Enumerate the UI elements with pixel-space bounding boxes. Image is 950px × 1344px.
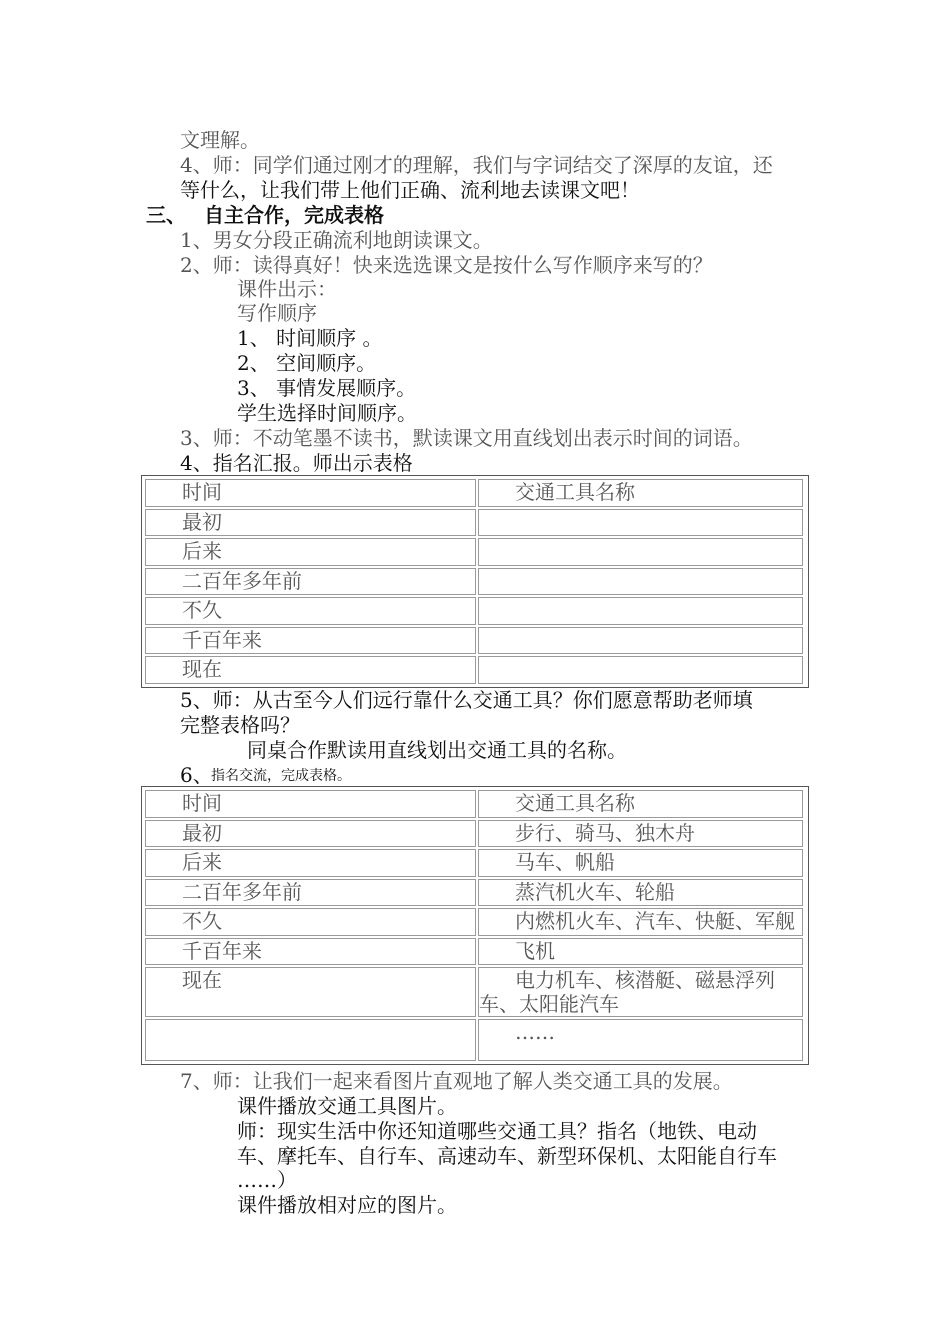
text-line: 1、男女分段正确流利地朗读课文。 [180, 228, 493, 252]
time-cell: 现在 [145, 967, 476, 1017]
table-header-row [144, 789, 806, 819]
table-row [144, 848, 806, 878]
time-cell [145, 1019, 476, 1061]
table-header-cell: 交通工具名称 [478, 790, 803, 818]
time-cell: 千百年来 [145, 938, 476, 966]
text-line: 课件出示： [237, 277, 337, 301]
time-cell: 二百年多年前 [145, 568, 476, 596]
table-row [144, 567, 806, 597]
text-line: 5、师：从古至今人们远行靠什么交通工具？你们愿意帮助老师填 [180, 688, 753, 712]
text-line: 指名交流，完成表格。 [211, 768, 351, 784]
table-row [144, 537, 806, 567]
time-cell: 最初 [145, 820, 476, 848]
text-line: 完整表格吗？ [180, 713, 300, 737]
table-row [144, 966, 806, 1018]
time-cell: 后来 [145, 538, 476, 566]
section-title: 自主合作，完成表格 [204, 203, 384, 227]
time-cell: 千百年来 [145, 627, 476, 655]
filled-table [141, 786, 809, 1065]
vehicle-cell: 电力机车、核潜艇、磁悬浮列车、太阳能汽车 [478, 967, 803, 1017]
text-line: 同桌合作默读用直线划出交通工具的名称。 [247, 738, 627, 762]
vehicle-cell: 飞机 [478, 938, 803, 966]
time-cell: 现在 [145, 656, 476, 684]
text-line: 7、师：让我们一起来看图片直观地了解人类交通工具的发展。 [180, 1069, 733, 1093]
text-line: 写作顺序 [237, 301, 317, 325]
option-item: 3、 事情发展顺序。 [237, 376, 417, 400]
table-row [144, 596, 806, 626]
text-line: 师：现实生活中你还知道哪些交通工具？指名（地铁、电动 [237, 1119, 757, 1143]
vehicle-cell: 步行、骑马、独木舟 [478, 820, 803, 848]
table-header-row [144, 478, 806, 508]
section-number: 三、 [146, 203, 186, 227]
option-item: 1、 时间顺序 。 [237, 326, 383, 350]
text-line: 4、指名汇报。师出示表格 [180, 451, 413, 475]
time-cell: 二百年多年前 [145, 879, 476, 907]
vehicle-cell: 蒸汽机火车、轮船 [478, 879, 803, 907]
time-cell: 最初 [145, 509, 476, 537]
table-row [144, 655, 806, 685]
text-line: 4、师：同学们通过刚才的理解，我们与字词结交了深厚的友谊，还 [180, 153, 773, 177]
vehicle-cell [478, 568, 803, 596]
text-line: 2、师：读得真好！快来选选课文是按什么写作顺序来写的？ [180, 253, 713, 277]
table-row [144, 937, 806, 967]
table-row [144, 1018, 806, 1062]
vehicle-cell: …… [478, 1019, 803, 1061]
table-row [144, 508, 806, 538]
text-line: 课件播放相对应的图片。 [237, 1193, 457, 1217]
vehicle-cell [478, 538, 803, 566]
vehicle-cell [478, 656, 803, 684]
text-line: 车、摩托车、自行车、高速动车、新型环保机、太阳能自行车 [237, 1144, 777, 1168]
time-cell: 不久 [145, 908, 476, 936]
table-row [144, 878, 806, 908]
vehicle-cell: 马车、帆船 [478, 849, 803, 877]
text-line: 学生选择时间顺序。 [237, 401, 417, 425]
table-row [144, 819, 806, 849]
table-header-cell: 时间 [145, 790, 476, 818]
vehicle-cell [478, 627, 803, 655]
table-header-cell: 时间 [145, 479, 476, 507]
option-item: 2、 空间顺序。 [237, 351, 377, 375]
vehicle-cell: 内燃机火车、汽车、快艇、军舰 [478, 908, 803, 936]
table-header-cell: 交通工具名称 [478, 479, 803, 507]
vehicle-cell [478, 597, 803, 625]
vehicle-cell [478, 509, 803, 537]
item-number: 6、 [180, 763, 213, 787]
text-line: 文理解。 [180, 128, 260, 152]
time-cell: 不久 [145, 597, 476, 625]
text-line: 等什么，让我们带上他们正确、流利地去读课文吧！ [180, 178, 640, 202]
text-line: 课件播放交通工具图片。 [237, 1094, 457, 1118]
table-row [144, 907, 806, 937]
blank-table [141, 475, 809, 688]
time-cell: 后来 [145, 849, 476, 877]
table-row [144, 626, 806, 656]
text-line: 3、师：不动笔墨不读书，默读课文用直线划出表示时间的词语。 [180, 426, 753, 450]
text-line: ……） [237, 1168, 297, 1192]
